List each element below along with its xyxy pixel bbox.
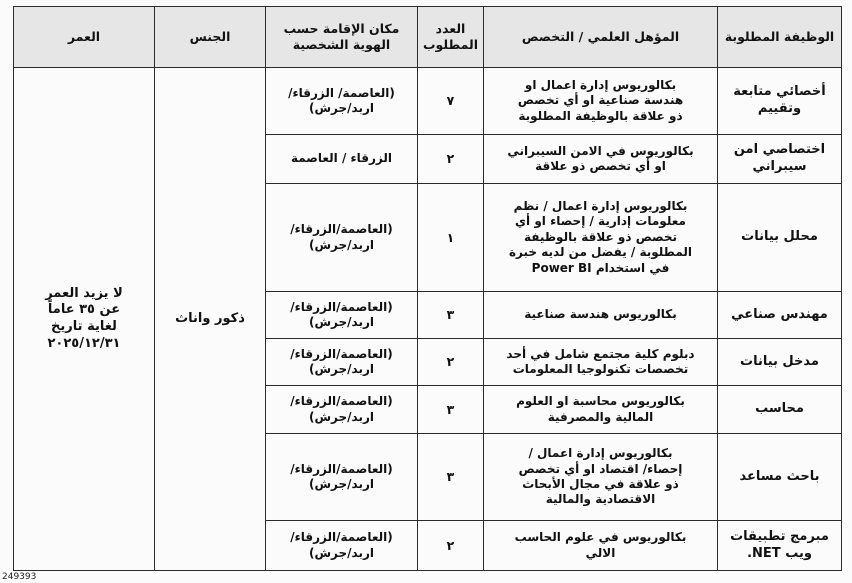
required-count: ١ <box>418 184 484 292</box>
qualification: بكالوريوس إدارة اعمال / نظم معلومات إدارية / إحصاء او أي تخصص ذو علاقة بالوظيفة المطلوبة / يفضل من لديه خبرة في استخدام Power BI <box>484 184 718 292</box>
header-count: العدد المطلوب <box>418 7 484 68</box>
age-cell: لا يزيد العمر عن ٣٥ عاماً لغاية تاريخ ٢٠٢٥/١٢/٣١ <box>14 68 155 571</box>
required-count: ٣ <box>418 434 484 521</box>
ad-code: 249393 <box>2 572 37 582</box>
qualification: بكالوريوس هندسة صناعية <box>484 292 718 339</box>
job-title: محاسب <box>718 386 842 434</box>
required-count: ٢ <box>418 339 484 386</box>
residence: (العاصمة/الزرقاء/ اربد/جرش) <box>266 521 418 571</box>
header-gender: الجنس <box>155 7 266 68</box>
required-count: ٣ <box>418 292 484 339</box>
required-count: ٣ <box>418 386 484 434</box>
header-qualification: المؤهل العلمي / التخصص <box>484 7 718 68</box>
residence: الزرقاء / العاصمة <box>266 135 418 184</box>
qualification: بكالوريوس محاسبة او العلوم المالية والمصرفية <box>484 386 718 434</box>
residence: (العاصمة/ الزرقاء/ اربد/جرش) <box>266 68 418 135</box>
residence: (العاصمة/الزرقاء/ اربد/جرش) <box>266 292 418 339</box>
job-title: باحث مساعد <box>718 434 842 521</box>
job-title: مهندس صناعي <box>718 292 842 339</box>
required-count: ٢ <box>418 135 484 184</box>
job-title: أخصائي متابعة وتقييم <box>718 68 842 135</box>
job-title: مدخل بيانات <box>718 339 842 386</box>
header-residence: مكان الإقامة حسب الهوية الشخصية <box>266 7 418 68</box>
residence: (العاصمة/الزرقاء/ اربد/جرش) <box>266 184 418 292</box>
header-row <box>14 7 842 68</box>
job-vacancies-table <box>13 6 842 571</box>
job-title: اختصاصي امن سيبراني <box>718 135 842 184</box>
required-count: ٧ <box>418 68 484 135</box>
required-count: ٢ <box>418 521 484 571</box>
qualification: بكالوريوس إدارة اعمال / إحصاء/ اقتصاد او أي تخصص ذو علاقة في مجال الأبحاث الاقتصادية والمالية <box>484 434 718 521</box>
job-title: محلل بيانات <box>718 184 842 292</box>
job-title: مبرمج تطبيقات ويب NET. <box>718 521 842 571</box>
residence: (العاصمة/الزرقاء/ اربد/جرش) <box>266 434 418 521</box>
qualification: بكالوريوس في علوم الحاسب الالي <box>484 521 718 571</box>
qualification: بكالوريوس في الامن السيبراني او أي تخصص ذو علاقة <box>484 135 718 184</box>
residence: (العاصمة/الزرقاء/ اربد/جرش) <box>266 339 418 386</box>
table-row <box>14 68 842 135</box>
qualification: بكالوريوس إدارة اعمال او هندسة صناعية او أي تخصص ذو علاقة بالوظيفة المطلوبة <box>484 68 718 135</box>
qualification: دبلوم كلية مجتمع شامل في أحد تخصصات تكنولوجيا المعلومات <box>484 339 718 386</box>
header-job: الوظيفة المطلوبة <box>718 7 842 68</box>
gender-cell: ذكور واناث <box>155 68 266 571</box>
residence: (العاصمة/الزرقاء/ اربد/جرش) <box>266 386 418 434</box>
header-age: العمر <box>14 7 155 68</box>
